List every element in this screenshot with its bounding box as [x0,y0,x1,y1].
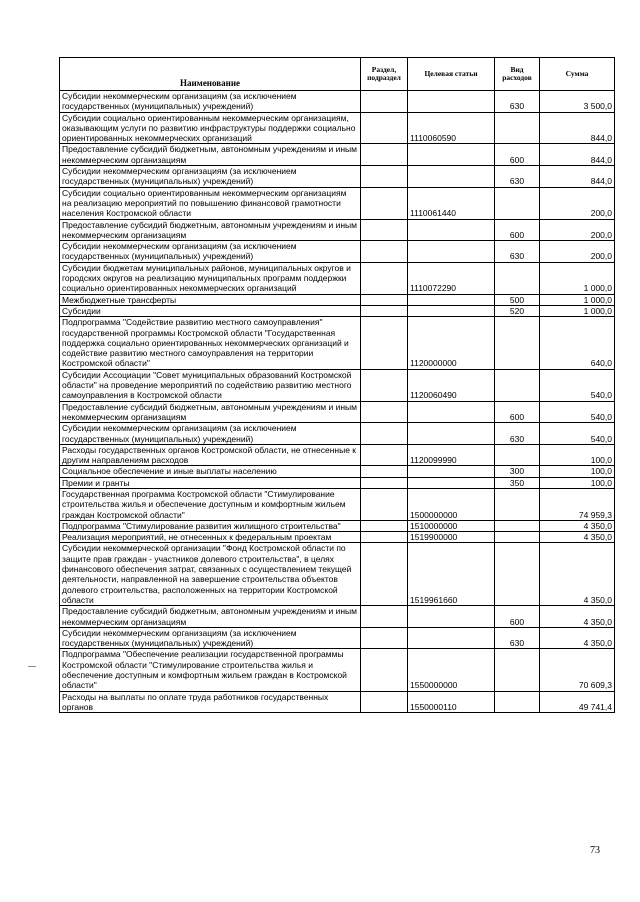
row-target-code: 1519900000 [408,532,495,543]
row-target-code [408,401,495,423]
header-section: Раздел, подраздел [361,58,408,91]
row-name: Субсидии некоммерческой организации "Фонд Костромской области по защите прав граждан - участников долевого строительства", в целях финансового обеспечения затрат, связанных с осуществлением текущей деятельности, направленной на завершение строительства объектов долевого строительства, расположенных на территории Костромской области [60,543,361,606]
row-expense-type: 600 [495,401,540,423]
row-name: Субсидии [60,305,361,316]
row-target-code: 1120099990 [408,444,495,466]
row-expense-type [495,691,540,713]
page-number: 73 [590,845,600,856]
row-target-code [408,219,495,241]
row-name: Субсидии некоммерческим организациям (за исключением государственных (муниципальных) учреждений) [60,91,361,113]
row-expense-type: 630 [495,627,540,649]
row-expense-type: 600 [495,144,540,166]
row-name: Подпрограмма "Содействие развитию местного самоуправления" государственной программы Костромской области "Государственная поддержка социально ориентированных некоммерческих организаций и содействие развитию местного самоуправления на территории Костромской области" [60,317,361,369]
row-name: Субсидии некоммерческим организациям (за исключением государственных (муниципальных) учреждений) [60,627,361,649]
table-row [60,627,615,649]
header-name: Наименование [60,58,361,91]
row-target-code [408,627,495,649]
row-expense-type: 630 [495,166,540,188]
row-target-code: 1550000000 [408,649,495,691]
row-target-code [408,466,495,477]
row-section [361,262,408,294]
row-target-code: 1110072290 [408,262,495,294]
row-name: Расходы на выплаты по оплате труда работников государственных органов [60,691,361,713]
row-section [361,520,408,531]
table-row [60,649,615,691]
row-section [361,317,408,369]
row-section [361,294,408,305]
table-row [60,91,615,113]
row-name: Социальное обеспечение и иные выплаты населению [60,466,361,477]
row-expense-type: 600 [495,219,540,241]
row-target-code [408,241,495,263]
row-section [361,112,408,144]
row-section [361,488,408,520]
row-section [361,219,408,241]
row-name: Премии и гранты [60,477,361,488]
table-header-row [60,58,615,91]
table-row [60,401,615,423]
table-row [60,691,615,713]
row-sum: 4 350,0 [540,520,615,531]
row-target-code [408,305,495,316]
row-section [361,144,408,166]
row-sum: 200,0 [540,241,615,263]
row-target-code: 1500000000 [408,488,495,520]
row-expense-type [495,649,540,691]
row-expense-type: 630 [495,91,540,113]
row-target-code: 1110061440 [408,187,495,219]
row-sum: 844,0 [540,144,615,166]
row-sum: 4 350,0 [540,543,615,606]
row-name: Расходы государственных органов Костромской области, не отнесенные к другим направлениям расходов [60,444,361,466]
row-sum: 100,0 [540,466,615,477]
row-expense-type [495,543,540,606]
table-row [60,112,615,144]
row-sum: 844,0 [540,112,615,144]
margin-mark [28,666,36,667]
row-name: Предоставление субсидий бюджетным, автономным учреждениям и иным некоммерческим организациям [60,606,361,628]
row-sum: 1 000,0 [540,262,615,294]
row-sum: 4 350,0 [540,532,615,543]
table-row [60,466,615,477]
table-body [60,91,615,713]
row-expense-type: 350 [495,477,540,488]
table-row [60,477,615,488]
row-sum: 4 350,0 [540,606,615,628]
table-row [60,166,615,188]
row-section [361,649,408,691]
row-section [361,305,408,316]
row-name: Предоставление субсидий бюджетным, автономным учреждениям и иным некоммерческим организациям [60,144,361,166]
row-name: Предоставление субсидий бюджетным, автономным учреждениям и иным некоммерческим организациям [60,401,361,423]
row-section [361,444,408,466]
row-target-code: 1550000110 [408,691,495,713]
row-name: Межбюджетные трансферты [60,294,361,305]
table-row [60,305,615,316]
row-expense-type: 300 [495,466,540,477]
table-row [60,144,615,166]
row-expense-type [495,488,540,520]
table-row [60,606,615,628]
table-row [60,369,615,401]
row-sum: 74 959,3 [540,488,615,520]
row-target-code [408,294,495,305]
row-target-code [408,423,495,445]
row-name: Предоставление субсидий бюджетным, автономным учреждениям и иным некоммерческим организациям [60,219,361,241]
row-section [361,241,408,263]
header-sum: Сумма [540,58,615,91]
row-section [361,606,408,628]
row-sum: 844,0 [540,166,615,188]
row-target-code: 1510000000 [408,520,495,531]
row-section [361,627,408,649]
row-section [361,423,408,445]
row-target-code: 1120060490 [408,369,495,401]
table-row [60,532,615,543]
row-name: Субсидии бюджетам муниципальных районов, муниципальных округов и городских округов на реализацию муниципальных программ поддержки социально ориентированных некоммерческих организаций [60,262,361,294]
row-name: Субсидии некоммерческим организациям (за исключением государственных (муниципальных) учреждений) [60,166,361,188]
row-name: Реализация мероприятий, не отнесенных к федеральным проектам [60,532,361,543]
row-section [361,543,408,606]
row-expense-type: 520 [495,305,540,316]
row-sum: 100,0 [540,477,615,488]
row-sum: 640,0 [540,317,615,369]
row-expense-type: 500 [495,294,540,305]
row-expense-type [495,532,540,543]
row-section [361,91,408,113]
row-name: Государственная программа Костромской области "Стимулирование строительства жилья и обеспечение доступным и комфортным жильем граждан Костромской области" [60,488,361,520]
row-expense-type [495,444,540,466]
table-row [60,520,615,531]
row-expense-type [495,187,540,219]
row-sum: 200,0 [540,187,615,219]
header-type: Вид расходов [495,58,540,91]
budget-table [59,57,615,713]
row-section [361,369,408,401]
row-sum: 540,0 [540,423,615,445]
row-expense-type: 630 [495,241,540,263]
row-target-code [408,144,495,166]
row-target-code [408,91,495,113]
table-row [60,444,615,466]
row-name: Субсидии социально ориентированным некоммерческим организациям на реализацию мероприятий по повышению финансовой грамотности населения Костромской области [60,187,361,219]
row-expense-type [495,317,540,369]
table-row [60,543,615,606]
row-sum: 540,0 [540,369,615,401]
header-target: Целевая статьи [408,58,495,91]
row-name: Субсидии социально ориентированным некоммерческим организациям, оказывающим услуги по развитию инфраструктуры поддержки социально ориентированных некоммерческих организаций [60,112,361,144]
table-row [60,219,615,241]
row-expense-type [495,112,540,144]
row-expense-type: 600 [495,606,540,628]
table-row [60,488,615,520]
row-target-code: 1110060590 [408,112,495,144]
table-row [60,317,615,369]
row-sum: 70 609,3 [540,649,615,691]
row-sum: 4 350,0 [540,627,615,649]
table-row [60,241,615,263]
row-section [361,477,408,488]
row-target-code: 1120000000 [408,317,495,369]
row-sum: 49 741,4 [540,691,615,713]
row-sum: 100,0 [540,444,615,466]
row-name: Подпрограмма "Стимулирование развития жилищного строительства" [60,520,361,531]
table-row [60,262,615,294]
row-sum: 3 500,0 [540,91,615,113]
table-row [60,187,615,219]
row-sum: 1 000,0 [540,305,615,316]
table-row [60,423,615,445]
row-name: Субсидии некоммерческим организациям (за исключением государственных (муниципальных) учреждений) [60,241,361,263]
row-name: Субсидии некоммерческим организациям (за исключением государственных (муниципальных) учреждений) [60,423,361,445]
row-section [361,187,408,219]
row-section [361,691,408,713]
row-sum: 540,0 [540,401,615,423]
row-name: Субсидии Ассоциации "Совет муниципальных образований Костромской области" на проведение мероприятий по содействию развитию местного самоуправления в Костромской области [60,369,361,401]
row-section [361,401,408,423]
row-expense-type [495,262,540,294]
row-expense-type: 630 [495,423,540,445]
row-expense-type [495,369,540,401]
row-target-code [408,606,495,628]
row-section [361,532,408,543]
row-sum: 200,0 [540,219,615,241]
row-sum: 1 000,0 [540,294,615,305]
row-section [361,166,408,188]
row-target-code [408,477,495,488]
row-name: Подпрограмма "Обеспечение реализации государственной программы Костромской области "Стимулирование строительства жилья и обеспечение доступным и комфортным жильем граждан в Костромской области" [60,649,361,691]
row-section [361,466,408,477]
row-target-code [408,166,495,188]
row-expense-type [495,520,540,531]
row-target-code: 1519961660 [408,543,495,606]
table-row [60,294,615,305]
